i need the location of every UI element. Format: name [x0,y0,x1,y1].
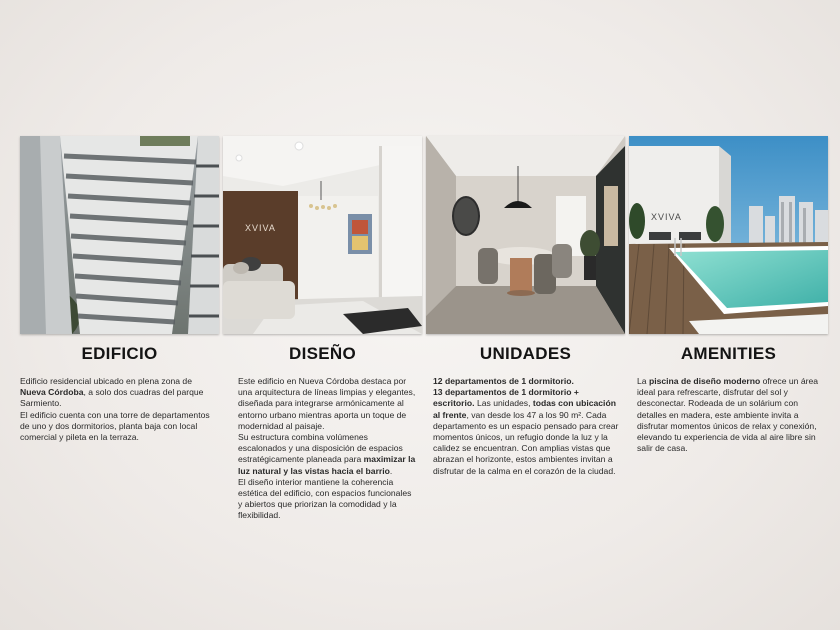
text: ofrece un área ideal para refrescarte, disfrutar del sol y desconectar. Rodeada de un solárium con detalles en madera, este ambiente invita a disfrutar momentos únicos de relax y conexión, elevando tu experiencia de vida al aire libre sin salir de casa. [637,376,819,454]
text: El diseño interior mantiene la coherencia estética del edificio, con espacios funcionales y abiertos que priorizan la comodidad y la flexibilidad. [238,476,412,521]
apartment-dining-photo [426,136,625,334]
text: Este edificio en Nueva Córdoba destaca por una arquitectura de líneas limpias y elegantes, diseñada para integrarse armónicamente al entorno urbano mientras aporta un toque de modernidad al paisaje. [238,376,416,431]
description-paragraph [238,477,418,522]
description-paragraph [238,432,418,477]
bold-text: Nueva Córdoba [20,387,84,398]
text: Su estructura combina volúmenes escalonados y una disposición de espacios estratégicamente planeada para [238,432,403,465]
text: Edificio residencial ubicado en plena zona de [20,376,192,386]
brand-logo: XVIVA [245,223,276,233]
text: El edificio cuenta con una torre de departamentos de uno y dos dormitorios, planta baja con local comercial y pileta en la terraza. [20,409,210,443]
bold-text: maximizar la luz natural y las vistas hacia el barrio [238,454,416,476]
text: . [389,465,393,476]
text: , van desde los 47 a los 90 m². Cada departamento es un espacio pensado para crear momentos únicos, un refugio donde la luz y la calidez se encuentran. Con amplias vistas que abrazan el horizonte, estos ambientes invitan a disfrutar de la calma en el corazón de la ciudad. [433,409,619,476]
description-paragraph [238,376,418,432]
panel-title: AMENITIES [680,344,777,363]
panel-amenities [629,136,828,454]
description-paragraph [20,376,216,410]
panel-diseno [223,136,422,522]
bold-text: todas con ubicación al frente [433,398,616,420]
panel-description [426,376,621,477]
rooftop-pool-photo [629,136,828,334]
bold-text: piscina de diseño moderno [648,376,761,386]
panel-description [20,376,216,443]
building-facade-photo [20,136,219,334]
panel-description [629,376,825,454]
description-paragraph [637,376,825,454]
panel-title: DISEÑO [289,344,356,363]
bold-text: 12 departamentos de 1 dormitorio. [433,376,574,386]
text: Las unidades, [474,398,533,409]
description-paragraph [20,410,216,444]
description-paragraph [433,387,621,477]
text: , a solo dos cuadras del parque Sarmiento. [20,387,204,409]
panel-edificio [20,136,219,443]
panel-unidades [426,136,625,477]
lobby-interior-photo [223,136,422,334]
panel-title: EDIFICIO [81,344,158,363]
brand-logo: XVIVA [651,212,682,222]
description-paragraph [433,376,621,387]
panel-description [223,376,418,522]
bold-text: 13 departamentos de 1 dormitorio + escritorio. [433,387,579,409]
text: La [637,376,649,386]
panel-title: UNIDADES [479,344,572,363]
